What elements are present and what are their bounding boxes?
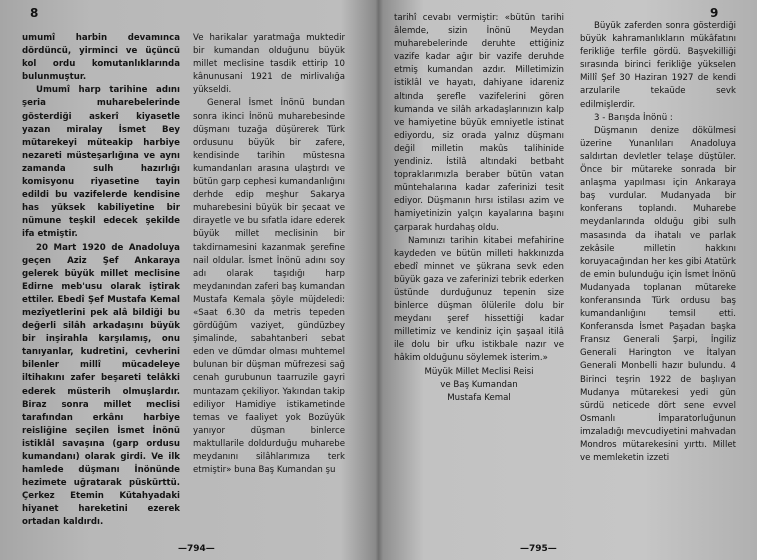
paragraph: tarihî cevabı vermiştir: «bütün tarihi âlemde, sizin İnönü Meydan muharebelerinde deruhte ettiğiniz vazife kadar ağır bir vazife deruhde etmiş kumandan azdır. Milletimizin istiklâl ve hayatı, dahiyane idareniz altında şerefle vazifelerini gören kumanda ve silâh arkadaşlarınızın kalp ve hamiyetine büyük emniyetle istinat ediyordu, siz orada yalnız düşmanı değil milletin makûs talihinide yendiniz. İstilâ altındaki betbaht topraklarımızla beraber bütün vatan müntehalarına kadar zaferinizi tesit ediyor. Düşmanın hırsı istilası azim ve hamiyetinizin yalçın kayalarına başını çarparak hurdahaş oldu. — [394, 13, 564, 233]
paragraph: umumî harbin devamınca dördüncü, yirminci ve üçüncü kol ordu komutanlıklarında bulunmuştur. — [22, 33, 180, 83]
right-column-1 — [394, 12, 564, 405]
folio-number: —795— — [520, 544, 557, 554]
right-page — [380, 0, 757, 560]
right-column-2 — [580, 20, 736, 465]
left-page — [0, 0, 377, 560]
left-column-2 — [193, 32, 345, 477]
section-heading: 3 - Barışda İnönü : — [594, 112, 673, 123]
paragraph: 20 Mart 1920 de Anadoluya geçen Aziz Şef Ankaraya gelerek büyük millet meclisine Edirne meb'usu olarak iştirak ettiler. Ebedî Şef Mustafa Kemal mezîyetlerini pek alâ bildiği bu değerli silâh arkadaşını büyük bir inşirahla karşılamış, onu tanıyanlar, kudretini, cevherini bilenler millî mücadeleye iltihakını zafer beşareti telâkki ederek müsterih olmuşlardır. Biraz sonra millet meclisi tarafından erkânı harbiye reisliğine seçilen İsmet İnönü istiklâl savaşına (garp ordusu kumandanı) olarak girdi. Ve ilk hamlede düşmanı İnönünde hezimete uğratarak püskürttü. Çerkez Etemin Kütahyadaki hiyanet hareketini ezerek ortadan kaldırdı. — [22, 242, 180, 528]
paragraph: Umumî harp tarihine adını şeria muharebelerinde gösterdiği askerî kiyasetle yazan miralay İsmet Bey mütarekeyi müteakip harbiye nezareti müsteşarlığına ve aynı zamanda sulh hazırlığı komisyonu riyasetine tayin edildi bu vazifelerde kendisine has yüksek kabiliyetine bir nümune teşkil edecek şekilde ifa etmiştir. — [22, 85, 180, 240]
left-column-1 — [22, 32, 180, 530]
paragraph: Namınızı tarihin kitabei mefahirine kaydeden ve bütün milleti hakkınızda ebedî minnet ve şükrana sevk eden büyük gaza ve zaferinizi tebrik ederken üstünde durduğunuz tepenin size binlerce düşman ölülerile dolu bir meydanı şeref hissettiği kadar milletimiz ve kendiniz için şaşaal itilâ ile dolu bir ufku istikbale nazır ve hâkim olduğunu söylemek isterim.» — [394, 235, 564, 364]
paragraph: General İsmet İnönü bundan sonra ikinci İnönü muharebesinde düşmanı tuzağa düşürerek Türk ordusunu büyük bir zafere, kendisinde tarihin müstesna kumandanları arasına ulaştırdı ve bütün garp cephesi kumandanlığını derhde edip meşhur Sakarya muharebesini büyük bir şecaat ve dirayetle ve bu sıfatla idare ederek büyük millet meclisinin bir takdirnamesini kazanmak şerefine nail oldular. İsmet İnönü adını soy adı olarak taşıdığı harp meydanından zaferi baş kumandan Mustafa Kemala şöyle müjdeledi: «Saat 6.30 da metris tepeden gördüğüm vaziyet, gündüzbey şimalinde, sabahtanberi sebat eden ve dümdar olması muhtemel bulunan bir düşman müfrezesi sağ cenah gurubunun taarruzile gayri muntazam çekiliyor. Yakından takip ediliyor Hamidiye istikametinde temas ve faaliyet yok Bozüyük yanıyor düşman binlerce maktullarile doldurduğu muharebe meydanını silâhlarımıza terk etmiştir» buna Baş Kumandan şu — [193, 98, 345, 476]
page-number: 8 — [30, 6, 39, 20]
page-number: 9 — [710, 6, 719, 20]
paragraph: Büyük zaferden sonra gösterdiği büyük kahramanlıkların mükâfatını ferikliğe terfile gördü. Başvekilliği sırasında birinci ferikliğe yükselen Millî Şef 30 Haziran 1927 de kendi arzularile tekaüde sevk edilmişlerdir. — [580, 21, 736, 110]
signature-line: Mustafa Kemal — [447, 392, 511, 403]
folio-number: —794— — [178, 544, 215, 554]
paragraph: Düşmanın denize dökülmesi üzerine Yunanlıları Anadoluya saldırtan devletler telaşe düştüler. Önce bir mütareke sonrada bir anlaşma yapılması için Ankaraya baş vurdular. Mudanyada bir konferans toplandı. Muharebe meydanlarında olduğu gibi sulh masasında da ihatalı ve parlak zekâsile milletin hakkını koruyacağından her kes gibi Atatürk de emin bulunduğu için İsmet İnönü Mudanyada toplanan mütareke konferansında Türk ordusu baş kumandanlığını temsil etti. Konferansda İsmet Paşadan başka Fransız Generali Şarpi, İngiliz Generali Harington ve İtalyan Generali Monbelli hazır bulundu. 4 Birinci teşrin 1922 de başlıyan Mudanya mütarekesi yedi gün sürdü neticede dört sene evvel Osmanlı İmparatorluğunun imzaladığı mevcudiyetini mahvadan Mondros mütarekesini yırttı. Millet ve memleketin izzeti — [580, 125, 736, 464]
paragraph: Ve harikalar yaratmağa muktedir bir kumandan olduğunu büyük millet meclisine tasdik ettirip 10 kânunusani 1921 de mirlivalığa yükseldi. — [193, 33, 345, 96]
signature-line: ve Baş Kumandan — [440, 379, 518, 390]
signature-line: Müyük Millet Meclisi Reisi — [424, 366, 534, 377]
